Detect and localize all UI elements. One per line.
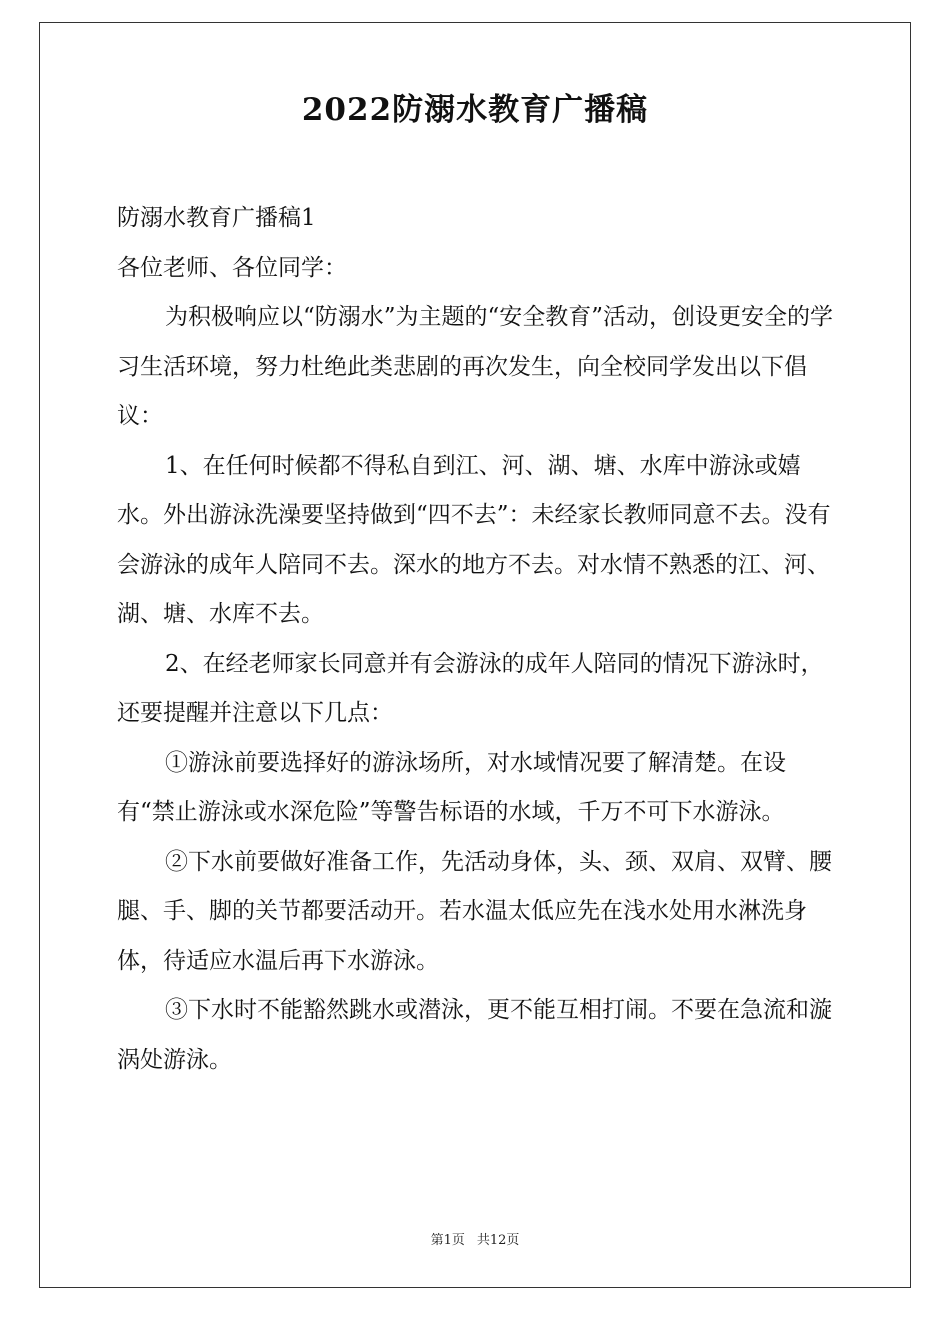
paragraph-item-2: 2、在经老师家长同意并有会游泳的成年人陪同的情况下游泳时，还要提醒并注意以下几点： — [117, 650, 824, 726]
paragraph-heading: 防溺水教育广播稿1 — [117, 205, 316, 231]
paragraph-subitem-2: ②下水前要做好准备工作，先活动身体，头、颈、双肩、双臂、腰腿、手、脚的关节都要活动开。若水温太低应先在浅水处用水淋洗身体，待适应水温后再下水游泳。 — [117, 848, 832, 974]
page-footer — [0, 1232, 950, 1250]
page-total: 共12页 — [476, 1233, 520, 1248]
paragraph-intro: 为积极响应以“防溺水”为主题的“安全教育”活动，创设更安全的学习生活环境，努力杜绝此类悲剧的再次发生，向全校同学发出以下倡议： — [117, 304, 834, 429]
paragraph-salutation: 各位老师、各位同学： — [117, 254, 347, 281]
paragraph-item-1: 1、在任何时候都不得私自到江、河、湖、塘、水库中游泳或嬉水。外出游泳洗澡要坚持做到“四不去”：未经家长教师同意不去。没有会游泳的成年人陪同不去。深水的地方不去。对水情不熟悉的江、河、湖、塘、水库不去。 — [117, 452, 831, 627]
document-title: 2022防溺水教育广播稿 — [301, 92, 649, 128]
page-current: 第1页 — [430, 1233, 465, 1248]
paragraph-subitem-3: ③下水时不能豁然跳水或潜泳，更不能互相打闹。不要在急流和漩涡处游泳。 — [117, 997, 832, 1073]
document-body — [117, 194, 837, 1085]
paragraph-subitem-1: ①游泳前要选择好的游泳场所，对水域情况要了解清楚。在设有“禁止游泳或水深危险”等警告标语的水域，千万不可下水游泳。 — [117, 749, 786, 825]
